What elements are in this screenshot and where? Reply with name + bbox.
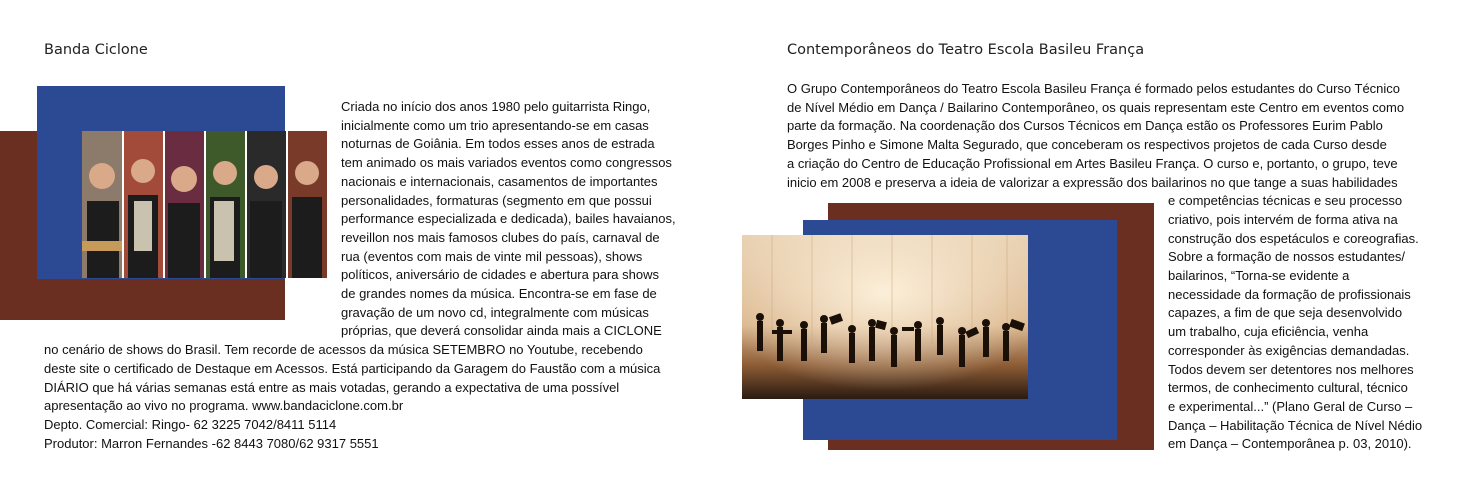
dance-photo xyxy=(742,235,1028,399)
text-line: DIÁRIO que há várias semanas está entre as mais votadas, gerando a expectativa de uma possível xyxy=(44,379,620,395)
text-line: gravação de um novo cd, integralmente com músicas xyxy=(341,304,649,320)
text-line: políticos, aniversário de cidades e abertura para shows xyxy=(341,267,659,283)
text-line: Todos devem ser detentores nos melhores xyxy=(1168,361,1414,377)
text-line: O Grupo Contemporâneos do Teatro Escola Basileu França é formado pelos estudantes do Curso Técnico xyxy=(787,81,1401,96)
text-line: Produtor: Marron Fernandes -62 8443 7080/62 9317 5551 xyxy=(44,435,379,451)
text-line: corresponder às exigências demandadas. xyxy=(1168,342,1410,358)
text-line: nacionais e internacionais, casamentos de importantes xyxy=(341,173,658,189)
text-line: e competências técnicas e seu processo xyxy=(1168,193,1403,209)
text-line: personalidades, formaturas (segmento em que possui xyxy=(341,192,652,208)
text-line: no cenário de shows do Brasil. Tem recorde de acessos da música SETEMBRO no Youtube, recebendo xyxy=(44,342,643,358)
text-line: capazes, a fim de que seja desenvolvido xyxy=(1168,305,1403,321)
text-line: de grandes nomes da música. Encontra-se em fase de xyxy=(341,286,657,301)
band-members-image xyxy=(82,131,327,278)
text-line: inicialmente como um trio apresentando-se em casas xyxy=(341,117,649,133)
text-line: um trabalho, cuja eficiência, venha xyxy=(1168,324,1369,340)
text-line: construção dos espetáculos e coreografias. xyxy=(1168,230,1419,246)
text-line: rua (eventos com mais de vinte mil pessoas), shows xyxy=(341,248,643,264)
text-line: reveillon nos mais famosos clubes do país, carnaval de xyxy=(341,229,660,245)
text-line: apresentação ao vivo no programa. www.bandaciclone.com.br xyxy=(44,398,404,414)
text-line: Criada no início dos anos 1980 pelo guitarrista Ringo, xyxy=(341,99,651,114)
left-section-title: Banda Ciclone xyxy=(44,42,148,58)
text-line: a criação do Centro de Educação Profissional em Artes Basileu França. O curso e, portanto, o grupo, teve xyxy=(787,155,1398,171)
text-line: e experimental...” (Plano Geral de Curso – xyxy=(1168,398,1413,414)
text-line: Depto. Comercial: Ringo- 62 3225 7042/8411 5114 xyxy=(44,416,337,432)
text-line: Dança – Habilitação Técnica de Nível Nédio xyxy=(1168,417,1423,433)
text-line: performance especializada e dedicada), bailes havaianos, xyxy=(341,211,676,227)
text-line: parte da formação. Na coordenação dos Cursos Técnicos em Dança estão os Professores Eurim Pablo xyxy=(787,118,1383,134)
text-line: deste site o certificado de Destaque em Acessos. Está participando da Garagem do Faustão com a música xyxy=(44,360,661,376)
text-line: próprias, que deverá consolidar ainda mais a CICLONE xyxy=(341,323,662,339)
text-line: criativo, pois intervém de forma ativa na xyxy=(1168,211,1398,227)
text-line: Sobre a formação de nossos estudantes/ xyxy=(1168,249,1406,265)
dancers-silhouette-image xyxy=(742,235,1028,399)
text-line: bailarinos, “Torna-se evidente a xyxy=(1168,268,1350,283)
right-section-title: Contemporâneos do Teatro Escola Basileu França xyxy=(787,42,1145,58)
text-line: em Dança – Contemporânea p. 03, 2010). xyxy=(1168,436,1412,452)
text-line: tem animado os mais variados eventos como congressos xyxy=(341,155,672,171)
text-line: Borges Pinho e Simone Malta Segurado, que conceberam os respectivos projetos de cada Curso desde xyxy=(787,137,1387,153)
band-photo-collage xyxy=(82,131,327,278)
text-line: necessidade da formação de profissionais xyxy=(1168,286,1411,302)
text-line: termos, de conhecimento cultural, técnico xyxy=(1168,380,1408,396)
text-line: inicio em 2008 e preserva a ideia de valorizar a expressão dos bailarinos no que tange a suas habilidades xyxy=(787,174,1398,190)
text-line: de Nível Médio em Dança / Bailarino Contemporâneo, os quais representam este Centro em eventos como xyxy=(787,99,1405,115)
text-line: noturnas de Goiânia. Em todos esses anos de estrada xyxy=(341,136,655,152)
